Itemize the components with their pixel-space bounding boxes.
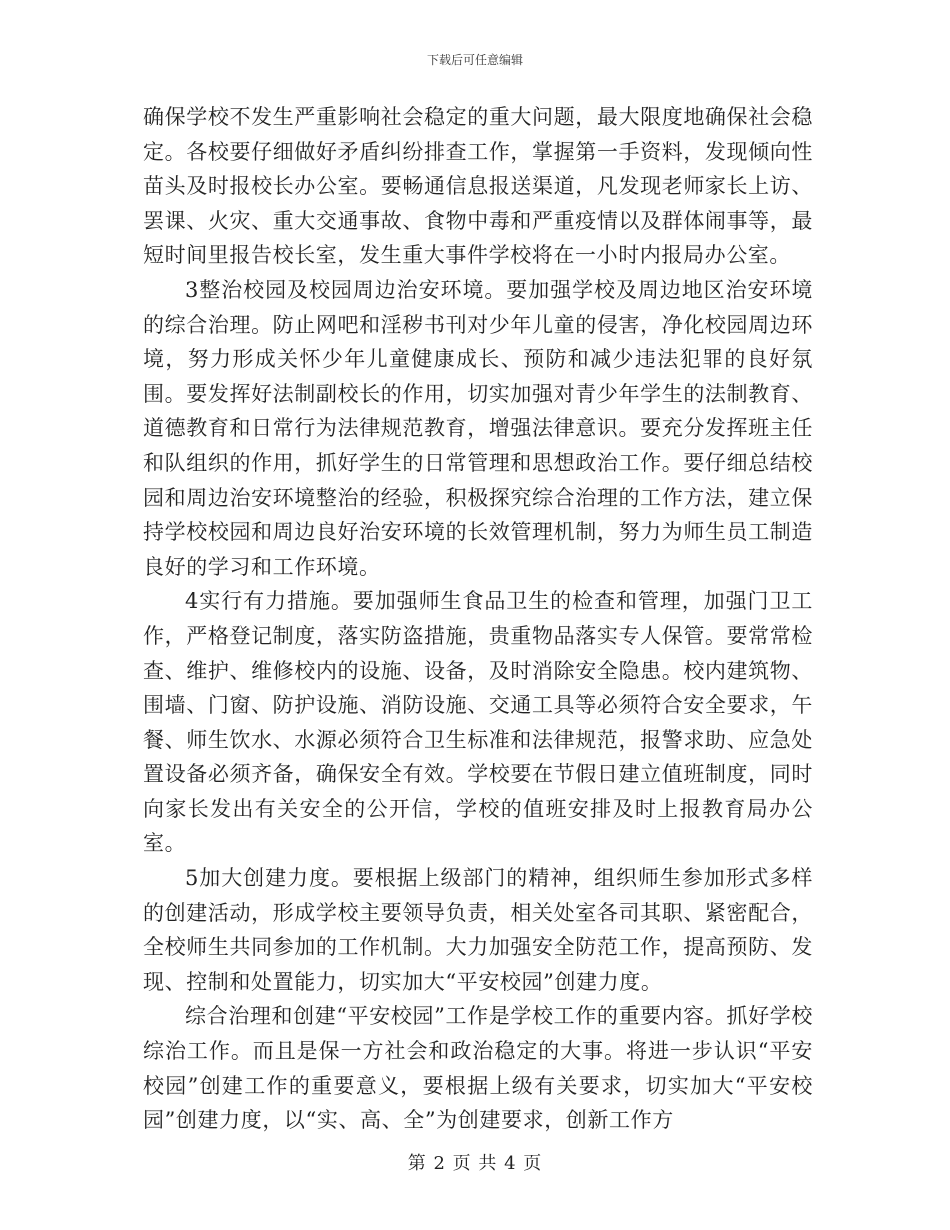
paragraph-2: 3整治校园及校园周边治安环境。要加强学校及周边地区治安环境的综合治理。防止网吧和淫秽书刊对少年儿童的侵害，净化校园周边环境，努力形成关怀少年儿童健康成长、预防和减少违法犯罪的良好氛围。要发挥好法制副校长的作用，切实加强对青少年学生的法制教育、道德教育和日常行为法律规范教育，增强法律意识。要充分发挥班主任和队组织的作用，抓好学生的日常管理和思想政治工作。要仔细总结校园和周边治安环境整治的经验，积极探究综合治理的工作方法，建立保持学校校园和周边良好治安环境的长效管理机制，努力为师生员工制造良好的学习和工作环境。 (143, 277, 813, 579)
paragraph-1: 确保学校不发生严重影响社会稳定的重大问题，最大限度地确保社会稳定。各校要仔细做好矛盾纠纷排查工作，掌握第一手资料，发现倾向性苗头及时报校长办公室。要畅通信息报送渠道，凡发现老师家长上访、罢课、火灾、重大交通事故、食物中毒和严重疫情以及群体闹事等，最短时间里报告校长室，发生重大事件学校将在一小时内报局办公室。 (143, 105, 813, 268)
page-number: 第 2 页 共 4 页 (407, 1153, 543, 1174)
paragraph-4: 5加大创建力度。要根据上级部门的精神，组织师生参加形式多样的创建活动，形成学校主要领导负责，相关处室各司其职、紧密配合，全校师生共同参加的工作机制。大力加强安全防范工作，提高预防、发现、控制和处置能力，切实加大“平安校园”创建力度。 (143, 866, 813, 994)
paragraph-3: 4实行有力措施。要加强师生食品卫生的检查和管理，加强门卫工作，严格登记制度，落实防盗措施，贵重物品落实专人保管。要常常检查、维护、维修校内的设施、设备，及时消除安全隐患。校内建筑物、围墙、门窗、防护设施、消防设施、交通工具等必须符合安全要求，午餐、师生饮水、水源必须符合卫生标准和法律规范，报警求助、应急处置设备必须齐备，确保安全有效。学校要在节假日建立值班制度，同时向家长发出有关安全的公开信，学校的值班安排及时上报教育局办公室。 (143, 589, 813, 856)
document-body (143, 100, 813, 1138)
paragraph-5: 综合治理和创建“平安校园”工作是学校工作的重要内容。抓好学校综治工作。而且是保一方社会和政治稳定的大事。将进一步认识“平安校园”创建工作的重要意义，要根据上级有关要求，切实加大“平安校园”创建力度，以“实、高、全”为创建要求，创新工作方 (143, 1004, 813, 1133)
page-header-note: 下载后可任意编辑 (426, 53, 523, 67)
